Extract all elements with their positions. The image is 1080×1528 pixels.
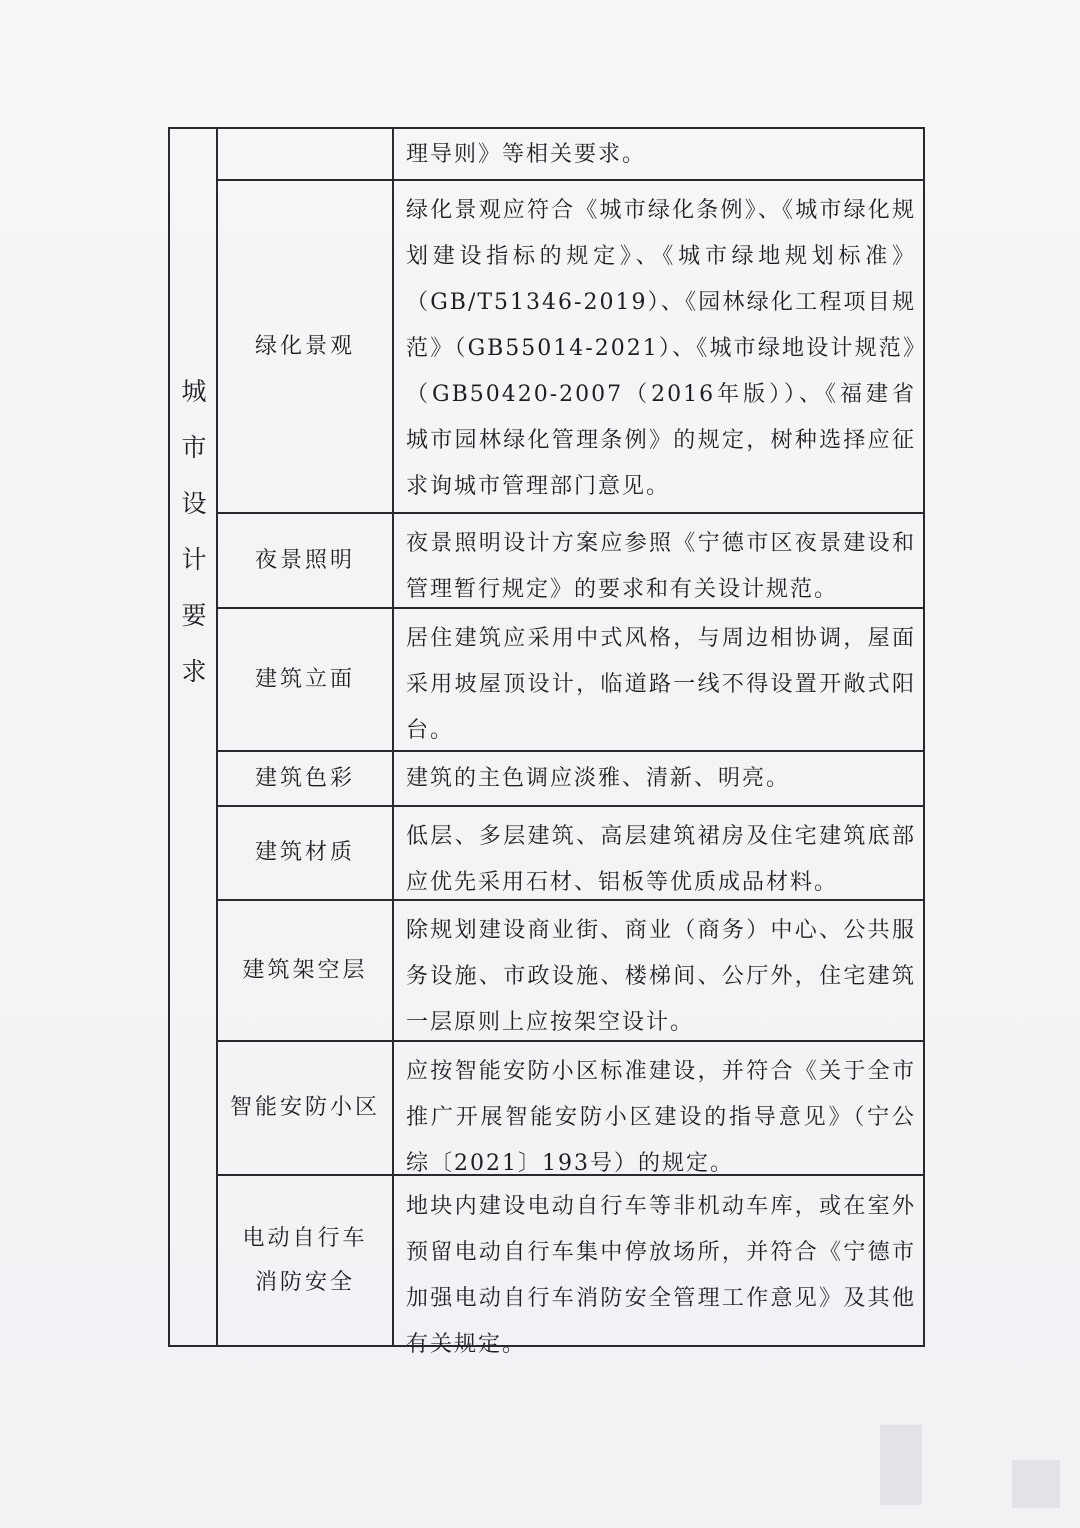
row-description: 居住建筑应采用中式风格，与周边相协调，屋面采用坡屋顶设计，临道路一线不得设置开敞式阳台。 <box>406 626 916 743</box>
section-label-char: 设 <box>181 489 207 518</box>
scan-artifact <box>1012 1460 1060 1508</box>
row-category: 绿化景观 <box>218 181 394 512</box>
row-description: 地块内建设电动自行车等非机动车库，或在室外预留电动自行车集中停放场所，并符合《宁德市加强电动自行车消防安全管理工作意见》及其他有关规定。 <box>406 1194 916 1357</box>
row-description: 应按智能安防小区标准建设，并符合《关于全市推广开展智能安防小区建设的指导意见》（宁公综〔2021〕193号）的规定。 <box>406 1059 916 1176</box>
row-category: 建筑材质 <box>218 807 394 899</box>
table-row <box>218 901 923 1042</box>
row-description: 建筑的主色调应淡雅、清新、明亮。 <box>406 766 791 791</box>
table-row <box>218 1042 923 1176</box>
section-label-char: 要 <box>181 601 207 630</box>
row-description: 夜景照明设计方案应参照《宁德市区夜景建设和管理暂行规定》的要求和有关设计规范。 <box>406 531 916 602</box>
section-label-char: 计 <box>181 545 207 574</box>
row-category: 电动自行车 消防安全 <box>218 1176 394 1345</box>
row-category: 建筑架空层 <box>218 901 394 1040</box>
section-label <box>170 364 218 700</box>
table-row <box>218 752 923 807</box>
row-description: 除规划建设商业街、商业（商务）中心、公共服务设施、市政设施、楼梯间、公厅外，住宅建筑一层原则上应按架空设计。 <box>406 918 916 1035</box>
table-row <box>218 514 923 609</box>
row-category <box>218 129 394 179</box>
requirements-table <box>168 127 925 1357</box>
row-category: 夜景照明 <box>218 514 394 607</box>
scan-artifact <box>880 1425 922 1505</box>
section-label-cell <box>170 129 218 1345</box>
row-category: 建筑色彩 <box>218 752 394 805</box>
table-row <box>218 1176 923 1357</box>
row-description: 理导则》等相关要求。 <box>406 142 647 167</box>
section-label-char: 城 <box>181 377 207 406</box>
table-row <box>218 807 923 901</box>
row-category: 智能安防小区 <box>218 1042 394 1174</box>
section-label-char: 求 <box>181 657 207 686</box>
row-description: 低层、多层建筑、高层建筑裙房及住宅建筑底部应优先采用石材、铝板等优质成品材料。 <box>406 824 916 895</box>
row-description: 绿化景观应符合《城市绿化条例》、《城市绿化规划建设指标的规定》、《城市绿地规划标准》（GB/T51346-2019）、《园林绿化工程项目规范》（GB55014-2021）、《城市绿地设计规范》（GB50420-2007（2016年版））、《福建省城市园林绿化管理条例》的规定，树种选择应征求询城市管理部门意见。 <box>406 198 916 499</box>
row-category: 建筑立面 <box>218 609 394 750</box>
table-row <box>218 609 923 752</box>
section-label-char: 市 <box>181 433 207 462</box>
table-row <box>218 181 923 514</box>
table-row <box>218 129 923 181</box>
